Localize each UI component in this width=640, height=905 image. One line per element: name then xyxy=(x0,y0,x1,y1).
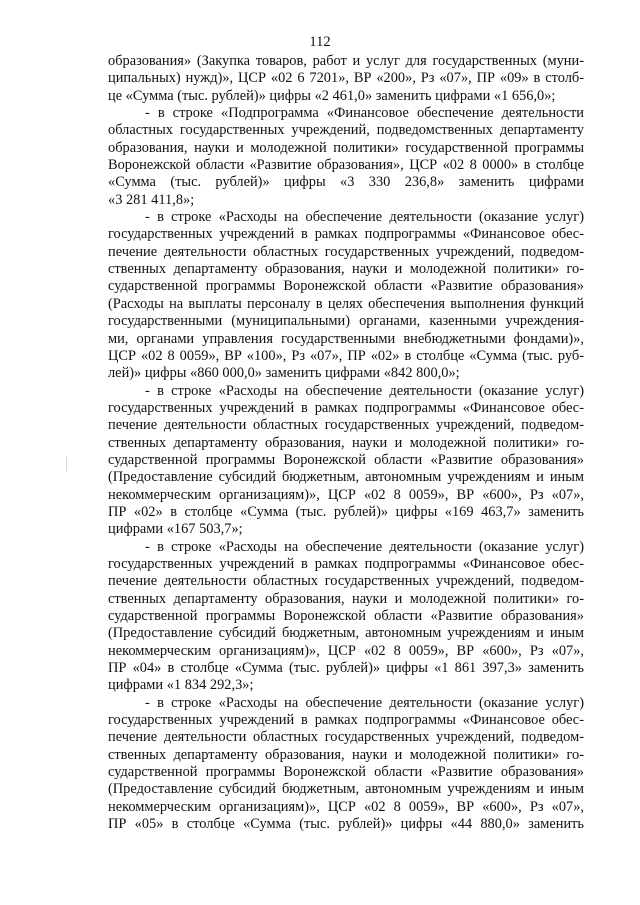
text-line: ПР «05» в столбце «Сумма (тыс. рублей)» цифры «44 880,0» заменить xyxy=(108,816,584,833)
paragraph xyxy=(108,209,584,382)
text-line: ПР «04» в столбце «Сумма (тыс. рублей)» цифры «1 861 397,3» заменить xyxy=(108,660,584,677)
text-line: сударственной программы Воронежской области «Развитие образования» xyxy=(108,764,584,781)
text-line: ственных департаменту образования, науки и молодежной политики» го- xyxy=(108,746,584,763)
text-line: Воронежской области «Развитие образования», ЦСР «02 8 0000» в столбце xyxy=(108,157,584,174)
text-line: цифрами «167 503,7»; xyxy=(108,521,243,538)
document-body xyxy=(108,53,584,833)
text-line: государственными (муниципальными) органами, казенными учреждения- xyxy=(108,313,584,330)
text-line: цифрами «1 834 292,3»; xyxy=(108,677,254,694)
text-line: государственных учреждений в рамках подпрограммы «Финансовое обес- xyxy=(108,712,584,729)
paragraph xyxy=(108,695,584,834)
text-line: государственных учреждений в рамках подпрограммы «Финансовое обес- xyxy=(108,555,584,572)
text-line: ственных департаменту образования, науки и молодежной политики» го- xyxy=(108,261,584,278)
text-line: ственных департаменту образования, науки и молодежной политики» го- xyxy=(108,434,584,451)
text-line: печение деятельности областных государственных учреждений, подведом- xyxy=(108,573,584,590)
text-line: лей)» цифры «860 000,0» заменить цифрами «842 800,0»; xyxy=(108,365,460,382)
text-line: це «Сумма (тыс. рублей)» цифры «2 461,0» заменить цифрами «1 656,0»; xyxy=(108,87,556,104)
text-line: некоммерческим организациям)», ЦСР «02 8 0059», ВР «600», Рз «07», xyxy=(108,798,584,815)
text-line: сударственной программы Воронежской области «Развитие образования» xyxy=(108,451,584,468)
paragraph xyxy=(108,105,584,209)
text-line: (Расходы на выплаты персоналу в целях обеспечения выполнения функций xyxy=(108,295,584,312)
margin-mark xyxy=(66,457,67,471)
text-line: государственных учреждений в рамках подпрограммы «Финансовое обес- xyxy=(108,226,584,243)
text-line: ми, органами управления государственными внебюджетными фондами)», xyxy=(108,330,584,347)
text-line: областных государственных учреждений, подведомственных департаменту xyxy=(108,122,584,139)
text-line: образования» (Закупка товаров, работ и услуг для государственных (муни- xyxy=(108,53,584,69)
text-line: (Предоставление субсидий бюджетным, автономным учреждениям и иным xyxy=(108,781,584,798)
text-line: ПР «02» в столбце «Сумма (тыс. рублей)» цифры «169 463,7» заменить xyxy=(108,503,584,520)
text-line: «3 281 411,8»; xyxy=(108,191,195,208)
text-line: (Предоставление субсидий бюджетным, автономным учреждениям и иным xyxy=(108,469,584,486)
text-line: - в строке «Расходы на обеспечение деятельности (оказание услуг) xyxy=(145,538,584,555)
text-line: образования, науки и молодежной политики» государственной программы xyxy=(108,139,584,156)
text-line: - в строке «Расходы на обеспечение деятельности (оказание услуг) xyxy=(145,694,584,711)
paragraph xyxy=(108,53,584,105)
text-line: (Предоставление субсидий бюджетным, автономным учреждениям и иным xyxy=(108,625,584,642)
text-line: печение деятельности областных государственных учреждений, подведом- xyxy=(108,417,584,434)
text-line: сударственной программы Воронежской области «Развитие образования» xyxy=(108,608,584,624)
text-line: государственных учреждений в рамках подпрограммы «Финансовое обес- xyxy=(108,399,584,416)
text-line: - в строке «Расходы на обеспечение деятельности (оказание услуг) xyxy=(145,209,584,226)
text-line: ЦСР «02 8 0059», ВР «100», Рз «07», ПР «02» в столбце «Сумма (тыс. руб- xyxy=(108,347,584,364)
text-line: некоммерческим организациям)», ЦСР «02 8 0059», ВР «600», Рз «07», xyxy=(108,642,584,659)
text-line: «Сумма (тыс. рублей)» цифры «3 330 236,8» заменить цифрами xyxy=(108,174,584,191)
text-line: печение деятельности областных государственных учреждений, подведом- xyxy=(108,729,584,746)
text-line: сударственной программы Воронежской области «Развитие образования» xyxy=(108,278,584,295)
paragraph xyxy=(108,383,584,539)
text-line: - в строке «Подпрограмма «Финансовое обеспечение деятельности xyxy=(145,105,584,122)
text-line: печение деятельности областных государственных учреждений, подведом- xyxy=(108,243,584,260)
text-line: ственных департаменту образования, науки и молодежной политики» го- xyxy=(108,590,584,607)
text-line: ципальных) нужд)», ЦСР «02 6 7201», ВР «200», Рз «07», ПР «09» в столб- xyxy=(108,70,584,87)
page-number: 112 xyxy=(309,34,331,50)
paragraph xyxy=(108,539,584,695)
text-line: - в строке «Расходы на обеспечение деятельности (оказание услуг) xyxy=(145,382,584,399)
text-line: некоммерческим организациям)», ЦСР «02 8 0059», ВР «600», Рз «07», xyxy=(108,486,584,503)
